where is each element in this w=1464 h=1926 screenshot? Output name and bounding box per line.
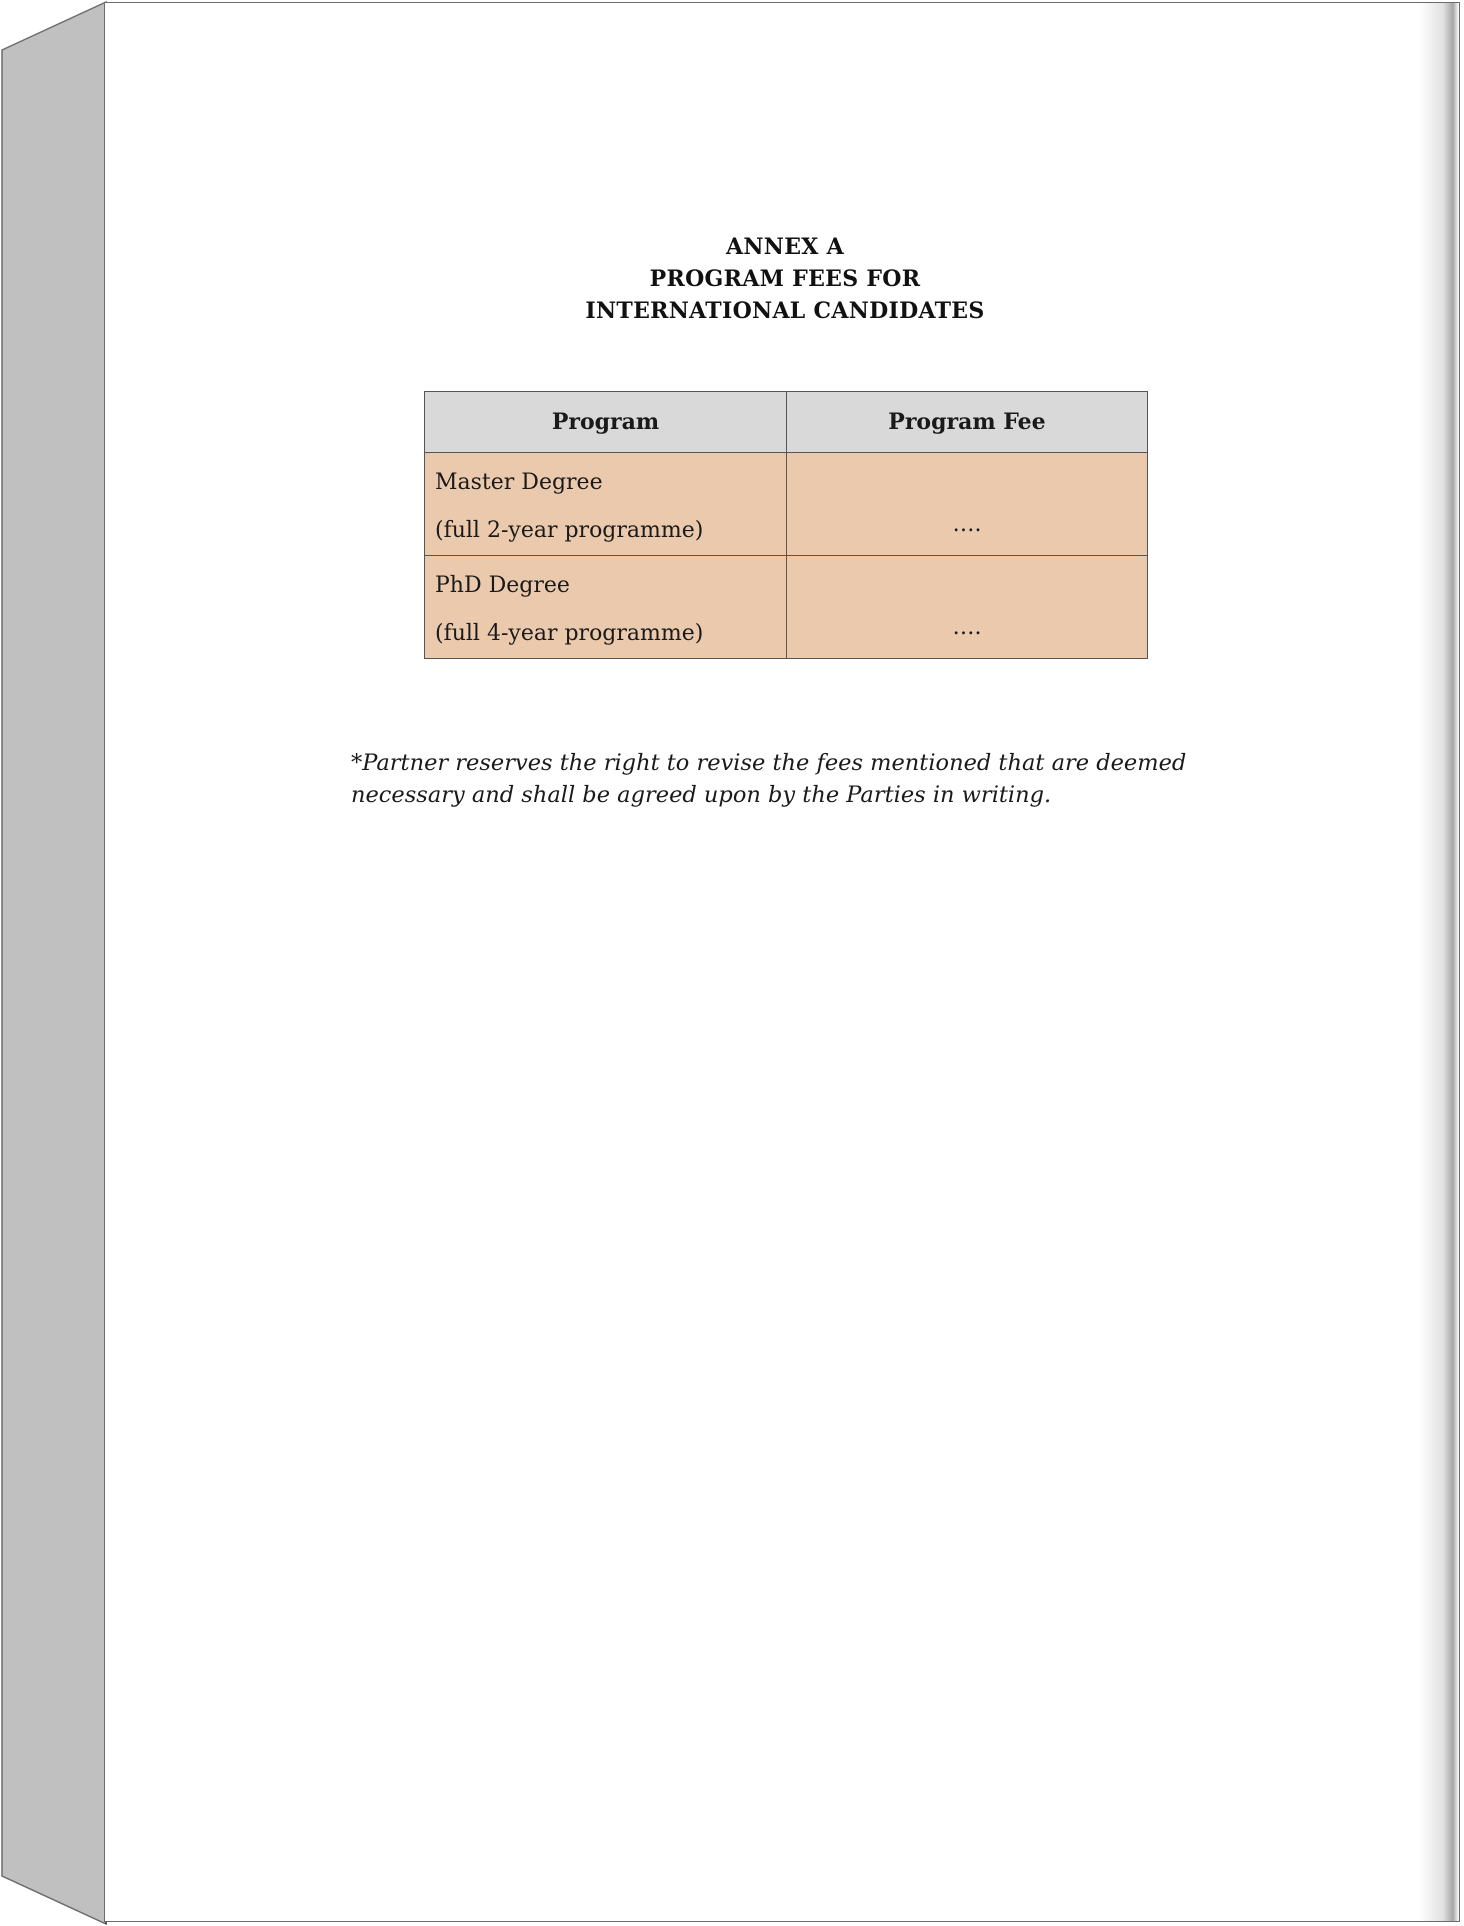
title-line: PROGRAM FEES FOR bbox=[649, 266, 921, 292]
title-line: ANNEX A bbox=[726, 234, 844, 260]
table-row bbox=[425, 453, 1148, 556]
program-cell bbox=[425, 453, 787, 556]
title-line: INTERNATIONAL CANDIDATES bbox=[585, 298, 985, 324]
program-fees-table bbox=[424, 391, 1148, 659]
column-header-program-fee: Program Fee bbox=[787, 392, 1148, 453]
table-header-row bbox=[425, 392, 1148, 453]
program-name: PhD Degree bbox=[435, 573, 570, 598]
program-name: Master Degree bbox=[435, 470, 603, 495]
annex-title bbox=[105, 231, 1460, 327]
fee-cell: …. bbox=[787, 556, 1148, 659]
table-row bbox=[425, 556, 1148, 659]
program-duration: (full 4-year programme) bbox=[435, 621, 704, 646]
note-line: necessary and shall be agreed upon by the Parties in writing. bbox=[351, 782, 1052, 808]
document-page bbox=[104, 2, 1460, 1922]
book-spine bbox=[0, 0, 110, 1926]
program-duration: (full 2-year programme) bbox=[435, 518, 704, 543]
note-line: *Partner reserves the right to revise the fees mentioned that are deemed bbox=[351, 750, 1187, 776]
program-cell bbox=[425, 556, 787, 659]
fees-note bbox=[351, 747, 1251, 811]
column-header-program: Program bbox=[425, 392, 787, 453]
fee-cell: …. bbox=[787, 453, 1148, 556]
